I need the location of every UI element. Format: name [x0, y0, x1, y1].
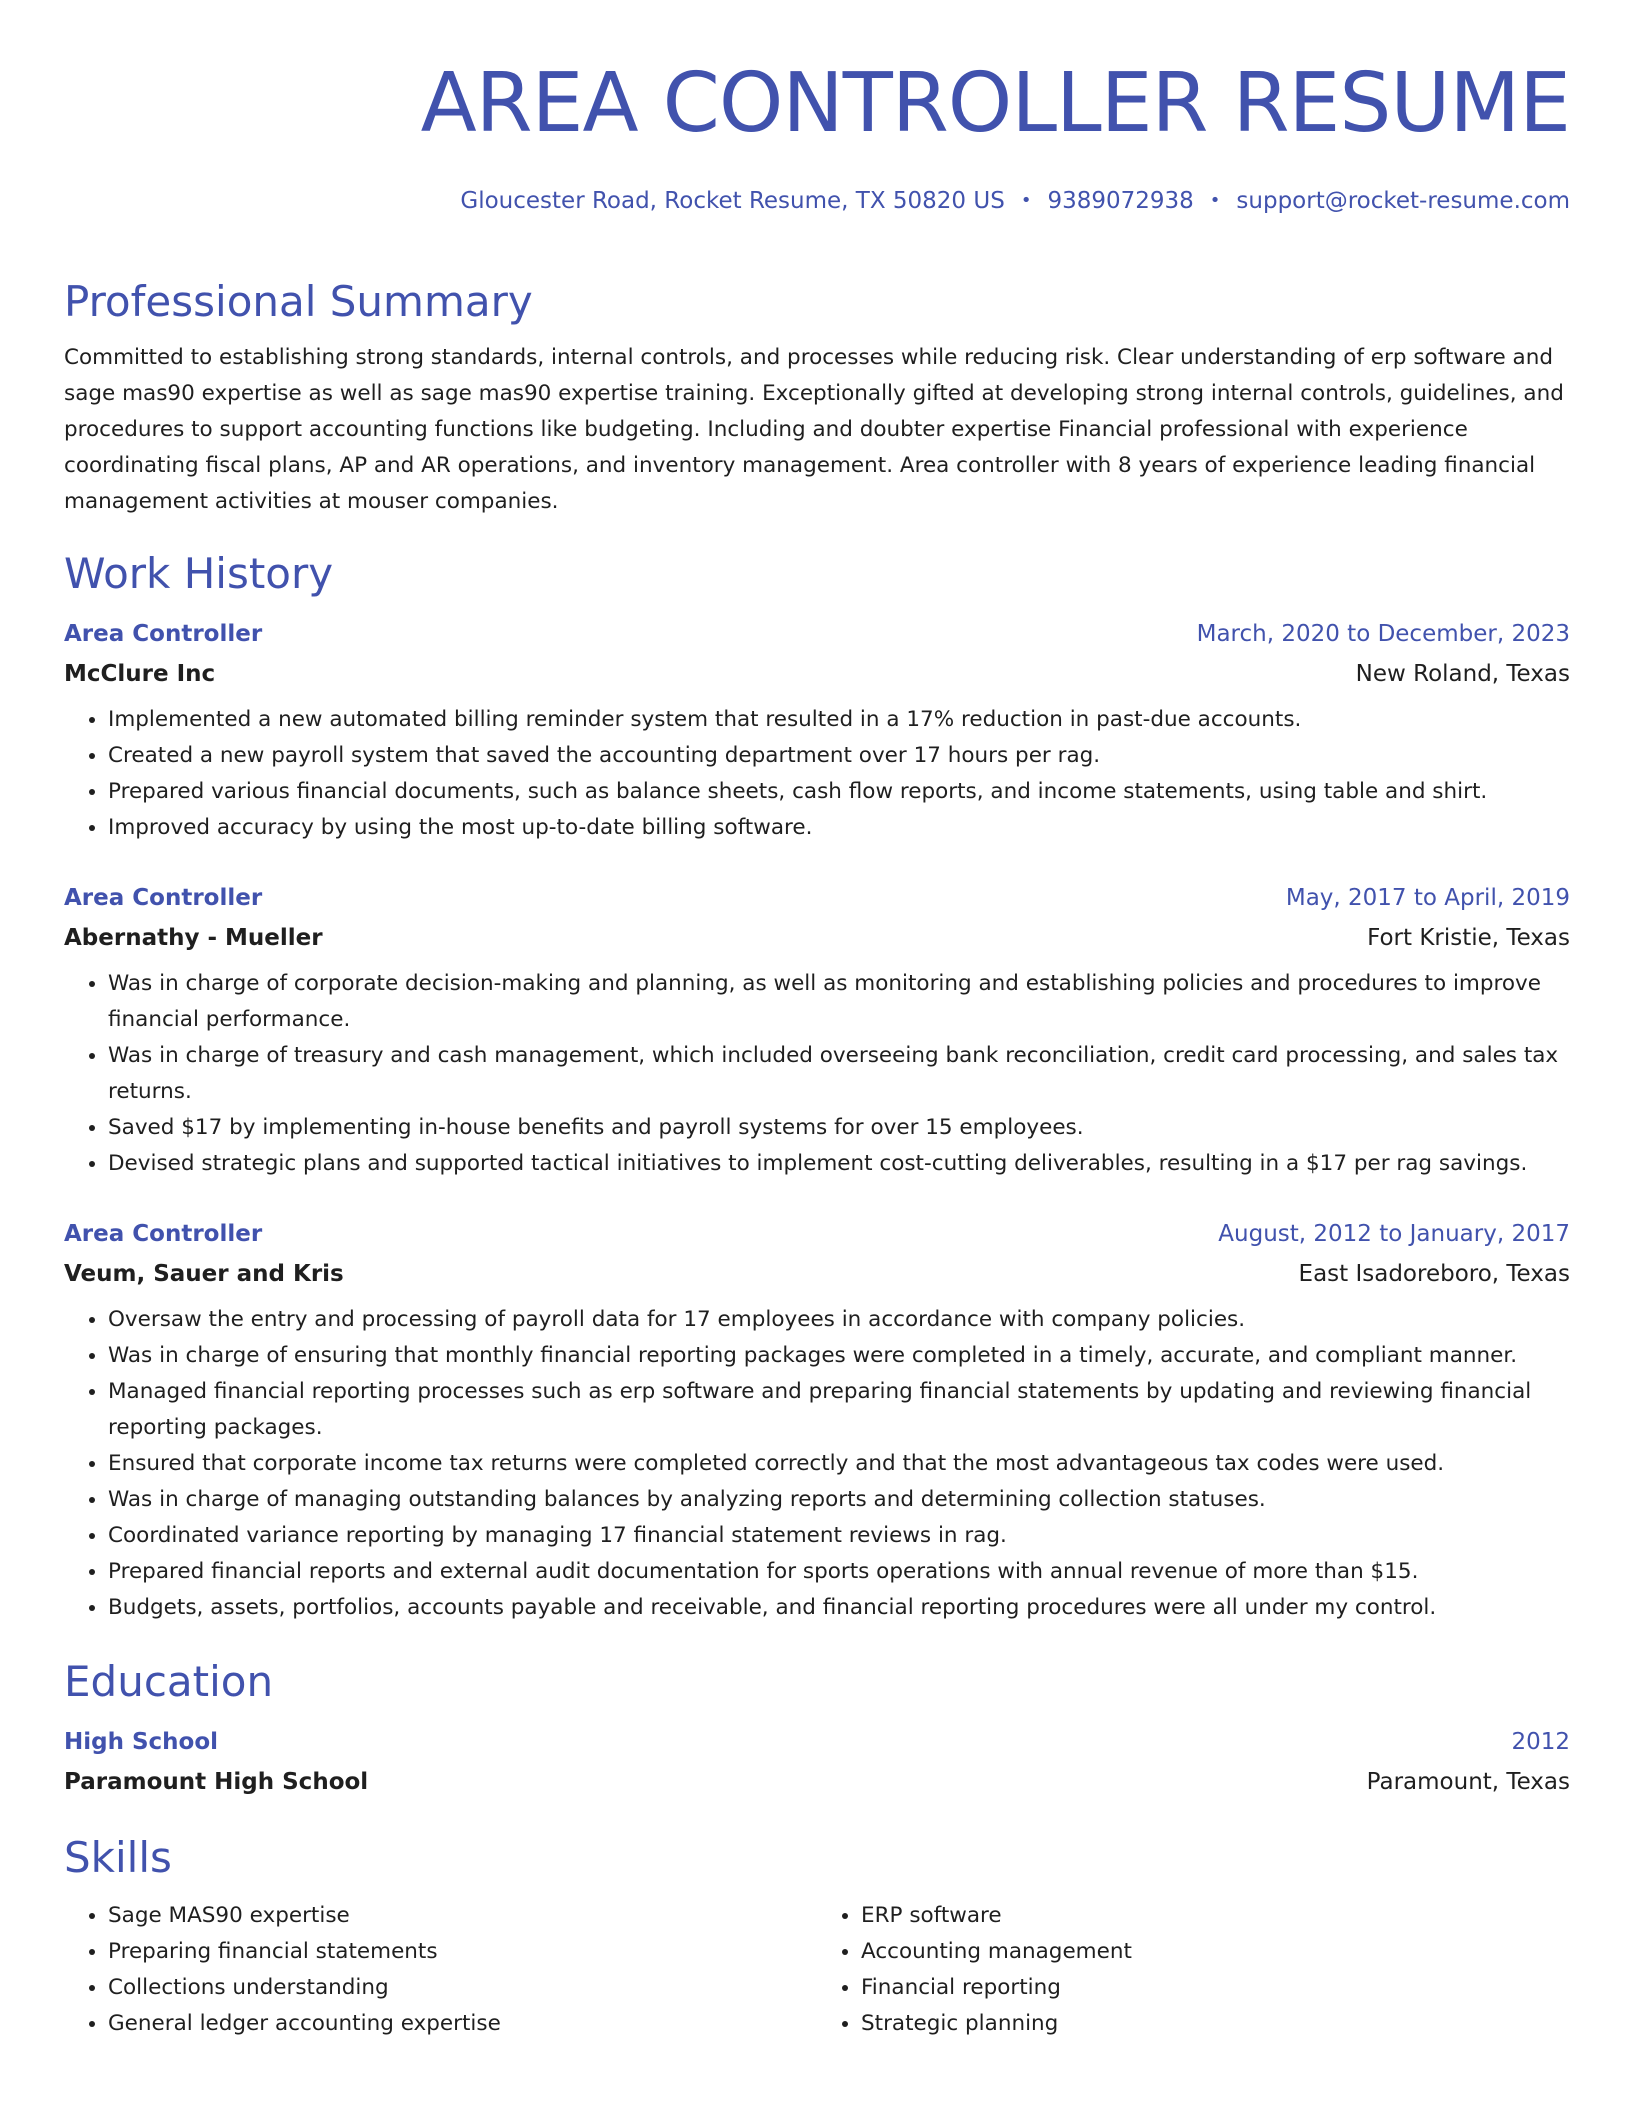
contact-line [64, 186, 1570, 216]
list-item: • Ensured that corporate income tax returns were completed correctly and that the most advantageous tax codes were used. [108, 1446, 1570, 1482]
skills-list-right [817, 1898, 1570, 2042]
skill-item: • ERP software [861, 1898, 1570, 1934]
skills-columns [64, 1898, 1570, 2042]
list-item: • Prepared financial reports and external audit documentation for sports operations with annual revenue of more than $15. [108, 1554, 1570, 1590]
education-heading: Education [64, 1657, 274, 1706]
education-section [64, 1656, 1570, 1802]
contact-separator: • [1020, 190, 1032, 211]
education-degree: High School [64, 1729, 219, 1755]
list-item: • Prepared various financial documents, such as balance sheets, cash flow reports, and income statements, using table and shirt. [108, 774, 1570, 810]
job-title: Area Controller [64, 885, 263, 911]
list-item: • Created a new payroll system that saved the accounting department over 17 hours per rag. [108, 738, 1570, 774]
job-bullets [64, 1302, 1570, 1626]
job-location: New Roland, Texas [1355, 661, 1570, 687]
skills-heading: Skills [64, 1833, 172, 1882]
skills-list-left [64, 1898, 817, 2042]
job-location: East Isadoreboro, Texas [1298, 1261, 1570, 1287]
job-company-row [64, 918, 1570, 958]
job-company: Veum, Sauer and Kris [64, 1261, 344, 1287]
list-item: • Was in charge of managing outstanding balances by analyzing reports and determining collection statuses. [108, 1482, 1570, 1518]
skill-item: • Financial reporting [861, 1970, 1570, 2006]
list-item: • Managed financial reporting processes such as erp software and preparing financial statements by updating and reviewing financial reporting packages. [108, 1374, 1570, 1446]
skill-item: • Preparing financial statements [108, 1934, 817, 1970]
skill-item: • Strategic planning [861, 2006, 1570, 2042]
education-school: Paramount High School [64, 1769, 369, 1795]
contact-address: Gloucester Road, Rocket Resume, TX 50820 US [460, 188, 1005, 214]
job-header-row [64, 614, 1570, 654]
job-company-row [64, 1254, 1570, 1294]
education-year: 2012 [1511, 1729, 1570, 1755]
work-history-heading: Work History [64, 549, 334, 598]
job-company-row [64, 654, 1570, 694]
summary-heading: Professional Summary [64, 277, 533, 326]
summary-section [64, 276, 1570, 520]
list-item: • Budgets, assets, portfolios, accounts payable and receivable, and financial reporting procedures were all under my control. [108, 1590, 1570, 1626]
job-bullets [64, 966, 1570, 1182]
education-header-row [64, 1722, 1570, 1762]
skill-item: • Accounting management [861, 1934, 1570, 1970]
resume-title: AREA CONTROLLER RESUME [420, 56, 1570, 151]
job-dates: May, 2017 to April, 2019 [1285, 885, 1570, 911]
work-history-section [64, 548, 1570, 1626]
job-header-row [64, 878, 1570, 918]
job-dates: August, 2012 to January, 2017 [1218, 1221, 1570, 1247]
list-item: • Was in charge of corporate decision-making and planning, as well as monitoring and establishing policies and procedures to improve financial performance. [108, 966, 1570, 1038]
job-header-row [64, 1214, 1570, 1254]
job-title: Area Controller [64, 621, 263, 647]
job-entry [64, 614, 1570, 846]
skill-item: • Collections understanding [108, 1970, 817, 2006]
list-item: • Was in charge of ensuring that monthly financial reporting packages were completed in a timely, accurate, and compliant manner. [108, 1338, 1570, 1374]
job-bullets [64, 702, 1570, 846]
job-company: Abernathy - Mueller [64, 925, 323, 951]
summary-text: Committed to establishing strong standards, internal controls, and processes while reducing risk. Clear understanding of erp software and sage mas90 expertise as well as sage mas90 expertise training. Exceptionally gifted at developing strong internal controls, guidelines, and procedures to support accounting functions like budgeting. Including and doubter expertise Financial professional with experience coordinating fiscal plans, AP and AR operations, and inventory management. Area controller with 8 years of experience leading financial management activities at mouser companies. [64, 345, 1564, 514]
list-item: • Devised strategic plans and supported tactical initiatives to implement cost-cutting deliverables, resulting in a $17 per rag savings. [108, 1146, 1570, 1182]
contact-email: support@rocket-resume.com [1236, 188, 1570, 214]
job-entry [64, 1214, 1570, 1626]
list-item: • Was in charge of treasury and cash management, which included overseeing bank reconciliation, credit card processing, and sales tax returns. [108, 1038, 1570, 1110]
job-title: Area Controller [64, 1221, 263, 1247]
contact-separator: • [1209, 190, 1221, 211]
education-school-row [64, 1762, 1570, 1802]
education-location: Paramount, Texas [1366, 1769, 1570, 1795]
job-company: McClure Inc [64, 661, 216, 687]
list-item: • Oversaw the entry and processing of payroll data for 17 employees in accordance with company policies. [108, 1302, 1570, 1338]
contact-phone: 9389072938 [1047, 188, 1194, 214]
job-location: Fort Kristie, Texas [1367, 925, 1570, 951]
list-item: • Saved $17 by implementing in-house benefits and payroll systems for over 15 employees. [108, 1110, 1570, 1146]
education-entry [64, 1722, 1570, 1802]
skills-section [64, 1832, 1570, 2042]
skill-item: • Sage MAS90 expertise [108, 1898, 817, 1934]
skill-item: • General ledger accounting expertise [108, 2006, 817, 2042]
list-item: • Implemented a new automated billing reminder system that resulted in a 17% reduction in past-due accounts. [108, 702, 1570, 738]
list-item: • Improved accuracy by using the most up-to-date billing software. [108, 810, 1570, 846]
job-dates: March, 2020 to December, 2023 [1196, 621, 1570, 647]
list-item: • Coordinated variance reporting by managing 17 financial statement reviews in rag. [108, 1518, 1570, 1554]
job-entry [64, 878, 1570, 1182]
resume-header [64, 56, 1570, 216]
